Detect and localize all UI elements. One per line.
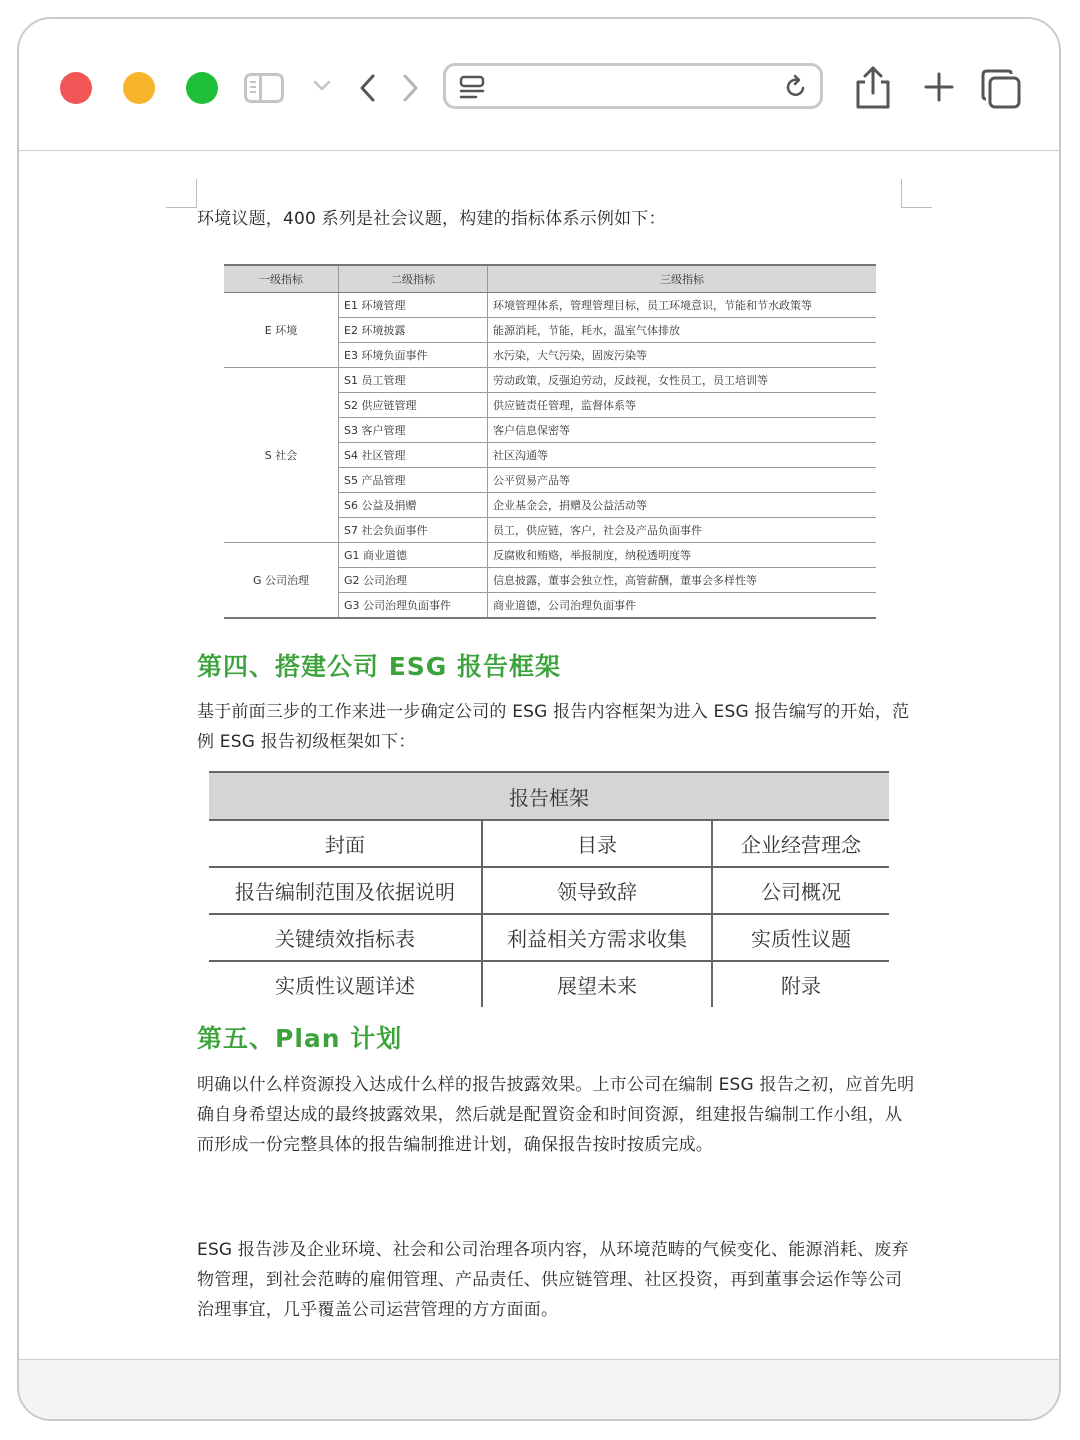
table-row bbox=[209, 961, 889, 1007]
level3-cell: 水污染，大气污染，固废污染等 bbox=[488, 343, 877, 368]
level1-cell: S 社会 bbox=[224, 368, 339, 543]
document-page bbox=[19, 151, 1059, 1359]
framework-header: 报告框架 bbox=[209, 772, 889, 820]
framework-cell: 利益相关方需求收集 bbox=[482, 914, 712, 961]
table-row bbox=[224, 293, 876, 318]
framework-cell: 关键绩效指标表 bbox=[209, 914, 482, 961]
address-bar[interactable] bbox=[443, 63, 823, 109]
table-row bbox=[209, 867, 889, 914]
level3-cell: 能源消耗，节能，耗水，温室气体排放 bbox=[488, 318, 877, 343]
level2-cell: S5 产品管理 bbox=[339, 468, 488, 493]
level2-cell: S3 客户管理 bbox=[339, 418, 488, 443]
indicator-table bbox=[224, 264, 876, 619]
framework-cell: 报告编制范围及依据说明 bbox=[209, 867, 482, 914]
level1-cell: E 环境 bbox=[224, 293, 339, 368]
table-row bbox=[209, 914, 889, 961]
table-row bbox=[224, 368, 876, 393]
close-window-button[interactable] bbox=[60, 72, 92, 104]
level3-cell: 商业道德，公司治理负面事件 bbox=[488, 593, 877, 619]
table-row bbox=[224, 543, 876, 568]
level2-cell: G2 公司治理 bbox=[339, 568, 488, 593]
browser-toolbar bbox=[19, 19, 1059, 151]
browser-window bbox=[17, 17, 1061, 1421]
indicator-table-header bbox=[224, 265, 876, 293]
plus-icon[interactable] bbox=[923, 71, 955, 103]
level2-cell: S7 社会负面事件 bbox=[339, 518, 488, 543]
share-icon[interactable] bbox=[851, 65, 895, 111]
level3-cell: 企业基金会，捐赠及公益活动等 bbox=[488, 493, 877, 518]
level3-cell: 客户信息保密等 bbox=[488, 418, 877, 443]
header-level1: 一级指标 bbox=[224, 265, 339, 293]
level3-cell: 劳动政策，反强迫劳动，反歧视，女性员工，员工培训等 bbox=[488, 368, 877, 393]
reader-icon[interactable] bbox=[458, 74, 488, 100]
level1-cell: G 公司治理 bbox=[224, 543, 339, 619]
header-level3: 三级指标 bbox=[488, 265, 877, 293]
chevron-down-icon[interactable] bbox=[311, 74, 333, 96]
framework-cell: 实质性议题详述 bbox=[209, 961, 482, 1007]
level2-cell: E2 环境披露 bbox=[339, 318, 488, 343]
level2-cell: G3 公司治理负面事件 bbox=[339, 593, 488, 619]
zoom-window-button[interactable] bbox=[186, 72, 218, 104]
framework-table bbox=[209, 771, 889, 1007]
section4-heading: 第四、搭建公司 ESG 报告框架 bbox=[197, 652, 562, 681]
reload-icon[interactable] bbox=[784, 74, 808, 100]
framework-cell: 企业经营理念 bbox=[712, 820, 889, 867]
level2-cell: E1 环境管理 bbox=[339, 293, 488, 318]
sidebar-icon[interactable] bbox=[244, 73, 284, 103]
forward-icon[interactable] bbox=[397, 71, 423, 105]
level2-cell: G1 商业道德 bbox=[339, 543, 488, 568]
browser-bottom-bar bbox=[19, 1359, 1059, 1421]
back-icon[interactable] bbox=[355, 71, 381, 105]
framework-cell: 目录 bbox=[482, 820, 712, 867]
framework-cell: 封面 bbox=[209, 820, 482, 867]
section5-paragraph-2: ESG 报告涉及企业环境、社会和公司治理各项内容，从环境范畴的气候变化、能源消耗、废弃物管理，到社会范畴的雇佣管理、产品责任、供应链管理、社区投资，再到董事会运作等公司治理事宜，几乎覆盖公司运营管理的方方面面。 bbox=[197, 1240, 909, 1320]
level2-cell: E3 环境负面事件 bbox=[339, 343, 488, 368]
level3-cell: 社区沟通等 bbox=[488, 443, 877, 468]
framework-cell: 展望未来 bbox=[482, 961, 712, 1007]
minimize-window-button[interactable] bbox=[123, 72, 155, 104]
framework-cell: 公司概况 bbox=[712, 867, 889, 914]
level2-cell: S1 员工管理 bbox=[339, 368, 488, 393]
level2-cell: S6 公益及捐赠 bbox=[339, 493, 488, 518]
level3-cell: 反腐败和贿赂，举报制度，纳税透明度等 bbox=[488, 543, 877, 568]
level3-cell: 公平贸易产品等 bbox=[488, 468, 877, 493]
level3-cell: 环境管理体系，管理管理目标，员工环境意识，节能和节水政策等 bbox=[488, 293, 877, 318]
section5-heading: 第五、Plan 计划 bbox=[197, 1024, 403, 1053]
level2-cell: S2 供应链管理 bbox=[339, 393, 488, 418]
table-row bbox=[209, 820, 889, 867]
section5-paragraph-1: 明确以什么样资源投入达成什么样的报告披露效果。上市公司在编制 ESG 报告之初，应首先明确自身希望达成的最终披露效果，然后就是配置资金和时间资源，组建报告编制工作小组，从而形成一份完整具体的报告编制推进计划，确保报告按时按质完成。 bbox=[197, 1075, 915, 1155]
level2-cell: S4 社区管理 bbox=[339, 443, 488, 468]
framework-cell: 附录 bbox=[781, 974, 821, 998]
level3-cell: 供应链责任管理，监督体系等 bbox=[488, 393, 877, 418]
intro-paragraph: 环境议题，400 系列是社会议题，构建的指标体系示例如下： bbox=[197, 209, 666, 229]
level3-cell: 信息披露，董事会独立性，高管薪酬，董事会多样性等 bbox=[488, 568, 877, 593]
level3-cell: 员工，供应链，客户，社会及产品负面事件 bbox=[488, 518, 877, 543]
framework-cell: 实质性议题 bbox=[712, 914, 889, 961]
tabs-icon[interactable] bbox=[980, 68, 1022, 110]
section4-paragraph: 基于前面三步的工作来进一步确定公司的 ESG 报告内容框架为进入 ESG 报告编写的开始，范例 ESG 报告初级框架如下： bbox=[197, 702, 910, 752]
crop-mark-top-left bbox=[166, 179, 197, 208]
framework-cell: 领导致辞 bbox=[482, 867, 712, 914]
header-level2: 二级指标 bbox=[339, 265, 488, 293]
